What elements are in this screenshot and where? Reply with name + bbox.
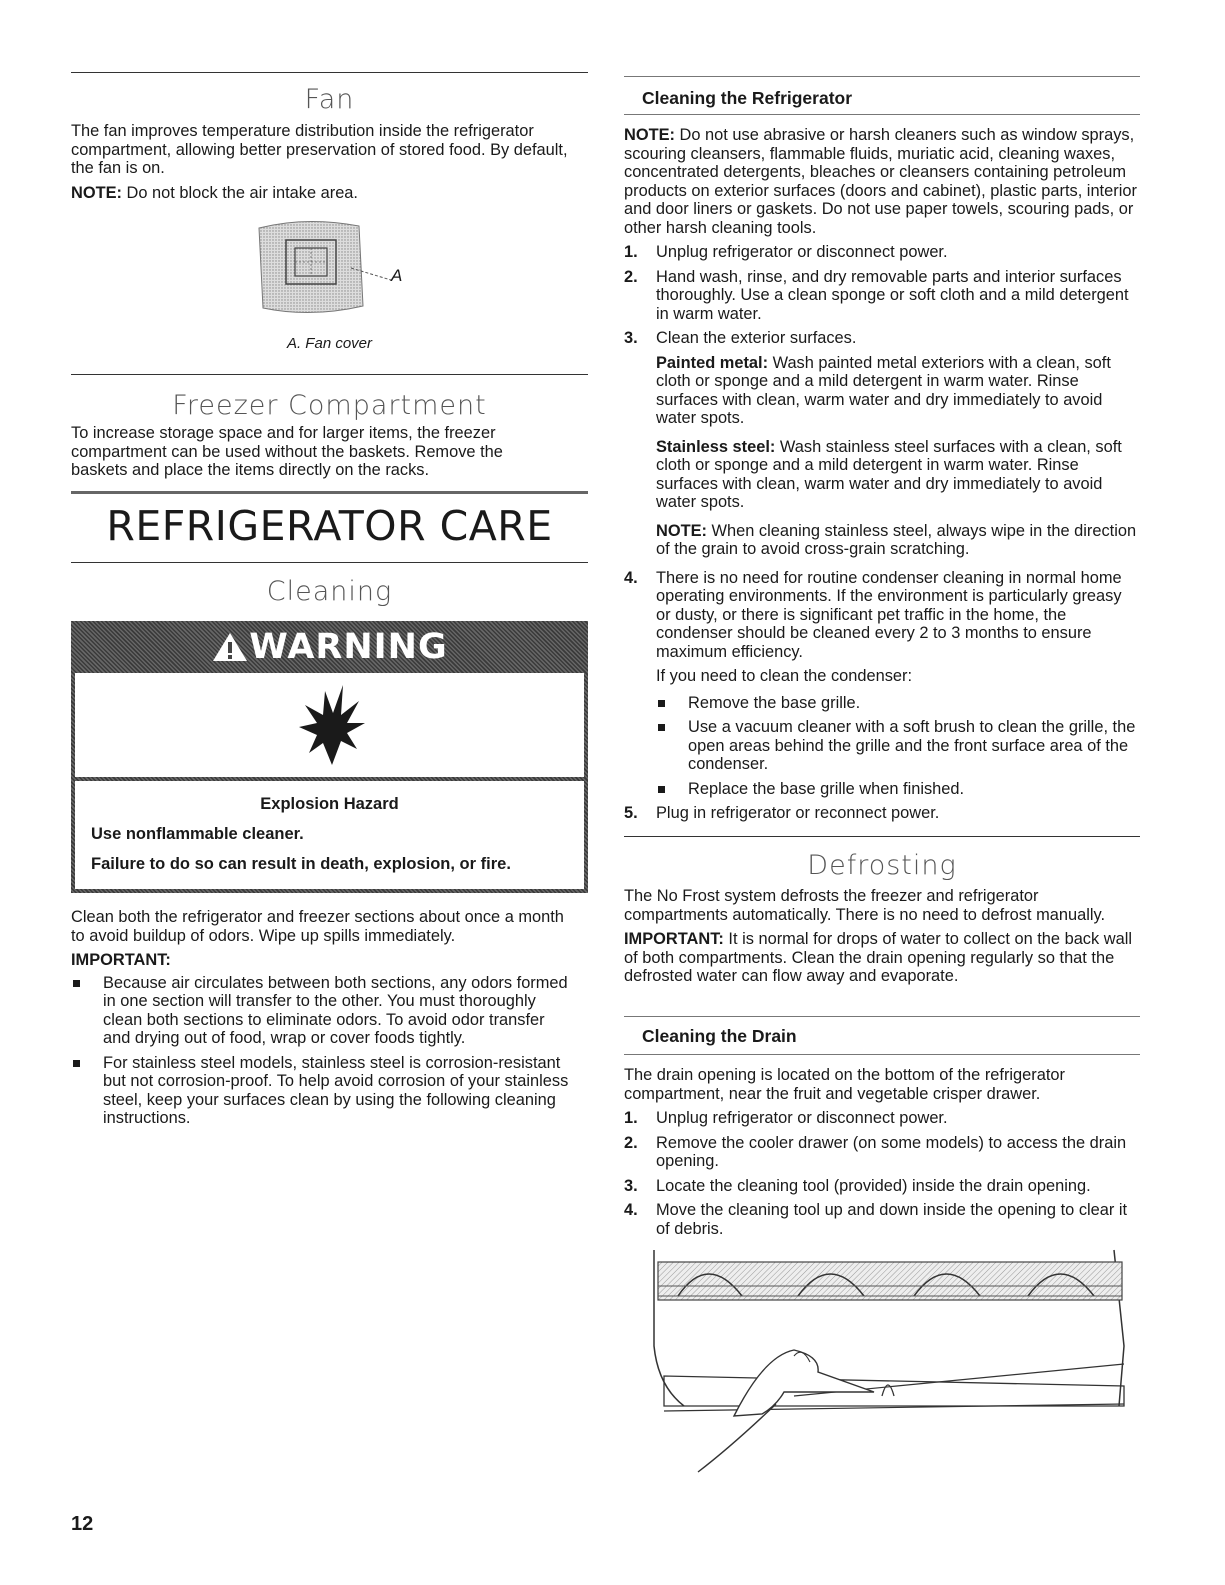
condenser-intro: If you need to clean the condenser: xyxy=(656,667,913,685)
drain-body: The drain opening is located on the bottom of the refrigerator compartment, near the fruit and vegetable crisper drawer. xyxy=(624,1066,1065,1103)
cleaning-fridge-title: Cleaning the Refrigerator xyxy=(642,88,853,108)
list-item: Remove the base grille. xyxy=(656,694,1140,713)
divider xyxy=(624,114,1140,115)
warning-text-panel xyxy=(75,781,584,889)
page-number: 12 xyxy=(71,1513,94,1535)
drain-steps xyxy=(624,1109,1140,1238)
fan-caption: A. Fan cover xyxy=(286,335,373,352)
drain-title: Cleaning the Drain xyxy=(642,1026,797,1046)
list-item: 3. Clean the exterior surfaces. Painted metal: Wash painted metal exteriors with a clean, soft cloth or sponge and a mild detergent in warm water. Rinse surfaces with clean, warm water and dry immediately to avoid water spots. Stainless steel: Wash stainless steel surfaces with a clean, soft cloth or sponge and a mild detergent in warm water. Rinse surfaces with clean, warm water and dry immediately to avoid water spots. NOTE: When cleaning stainless steel, always wipe in the direction of the grain to avoid cross-grain scratching. xyxy=(624,329,1140,559)
divider xyxy=(624,76,1140,77)
cleaning-body: Clean both the refrigerator and freezer sections about once a month to avoid buildup of odors. Wipe up spills immediately. xyxy=(71,908,564,945)
condenser-bullets xyxy=(656,694,1140,799)
drain-cleaning-illustration xyxy=(644,1246,1150,1486)
warning-line2: Failure to do so can result in death, explosion, or fire. xyxy=(91,855,511,873)
cleaning-title: Cleaning xyxy=(266,576,393,607)
divider xyxy=(624,1016,1140,1017)
freezer-title: Freezer Compartment xyxy=(172,390,487,421)
list-item: 5. Plug in refrigerator or reconnect power. xyxy=(624,804,940,822)
divider xyxy=(624,1054,1140,1055)
list-item: 1. Unplug refrigerator or disconnect power. xyxy=(624,1109,948,1127)
warning-hazard: Explosion Hazard xyxy=(260,795,399,813)
list-item: 2. Hand wash, rinse, and dry removable parts and interior surfaces thoroughly. Use a clean sponge or soft cloth and a mild detergent in warm water. xyxy=(624,267,1129,323)
list-item: 1. Unplug refrigerator or disconnect power. xyxy=(624,243,948,261)
warning-banner xyxy=(71,621,588,673)
divider xyxy=(71,72,588,73)
list-item: Use a vacuum cleaner with a soft brush to clean the grille, the open areas behind the grille and the front surface area of the condenser. xyxy=(656,718,1140,774)
warning-symbol-panel xyxy=(75,673,584,777)
list-item: 2. Remove the cooler drawer (on some models) to access the drain opening. xyxy=(624,1133,1127,1170)
list-item: Replace the base grille when finished. xyxy=(656,780,1140,799)
list-item: 4. There is no need for routine condenser cleaning in normal home operating environments. If the environment is particularly greasy or dusty, or there is significant pet traffic in the home, the condenser should be cleaned every 2 to 3 months to ensure maximum efficiency. If you need to clean the condenser: Remove the base grille. Use a vacuum cleaner with a soft brush to clean the grille, the open areas behind the grille and the front surface area of the condenser. Replace the base grille when finished. xyxy=(624,569,1140,799)
warning-label: WARNING xyxy=(249,627,448,667)
fridge-steps xyxy=(624,243,1140,823)
list-item: Because air circulates between both sections, any odors formed in one section will transfer to the other. You must thoroughly clean both sections to eliminate odors. To avoid odor transfer and drying out of food, wrap or cover foods tightly. xyxy=(71,974,571,1048)
list-item: For stainless steel models, stainless steel is corrosion-resistant but not corrosion-proof. To help avoid corrosion of your stainless steel, keep your surfaces clean by using the following cleaning instructions. xyxy=(71,1054,571,1128)
warning-triangle-icon xyxy=(211,631,249,663)
painted-metal-text: Painted metal: Wash painted metal exteriors with a clean, soft cloth or sponge and a mild detergent in warm water. Rinse surfaces with clean, warm water and dry immediately to avoid water spots. xyxy=(656,353,1111,427)
warning-box xyxy=(71,621,588,893)
divider xyxy=(71,562,588,563)
defrosting-important: IMPORTANT: It is normal for drops of water to collect on the back wall of both compartments. Clean the drain opening regularly so that the defrosted water can flow away and evaporate. xyxy=(624,930,1132,985)
freezer-body: To increase storage space and for larger items, the freezer compartment can be used without the baskets. Remove the baskets and place the items directly on the racks. xyxy=(71,424,503,479)
fan-body: The fan improves temperature distribution inside the refrigerator compartment, allowing better preservation of stored food. By default, the fan is on. xyxy=(71,122,568,177)
fan-note: NOTE: Do not block the air intake area. xyxy=(71,183,358,202)
defrosting-body: The No Frost system defrosts the freezer and refrigerator compartments automatically. There is no need to defrost manually. xyxy=(624,887,1106,924)
fan-title: Fan xyxy=(304,84,355,115)
cleaning-bullets xyxy=(71,974,571,1128)
fan-cover-illustration xyxy=(251,218,431,328)
stainless-steel-text: Stainless steel: Wash stainless steel surfaces with a clean, soft cloth or sponge and a mild detergent in warm water. Rinse surfaces with clean, warm water and dry immediately to avoid water spots. xyxy=(656,437,1122,511)
divider xyxy=(624,836,1140,837)
defrosting-title: Defrosting xyxy=(807,850,957,881)
stainless-note: NOTE: When cleaning stainless steel, always wipe in the direction of the grain to avoid cross-grain scratching. xyxy=(656,521,1137,558)
divider xyxy=(71,374,588,375)
explosion-icon xyxy=(297,683,367,769)
list-item: 3. Locate the cleaning tool (provided) inside the drain opening. xyxy=(624,1176,1091,1195)
divider xyxy=(71,491,588,494)
warning-line1: Use nonflammable cleaner. xyxy=(91,825,304,843)
fan-callout: A xyxy=(391,266,403,285)
important-label: IMPORTANT: xyxy=(71,951,171,969)
list-item: 4. Move the cleaning tool up and down inside the opening to clear it of debris. xyxy=(624,1201,1128,1238)
care-title: REFRIGERATOR CARE xyxy=(106,502,553,550)
fridge-note: NOTE: Do not use abrasive or harsh cleaners such as window sprays, scouring cleansers, flammable fluids, muriatic acid, cleaning waxes, concentrated detergents, bleaches or cleansers containing petroleum products on exterior surfaces (doors and cabinet), plastic parts, interior and door liners or gaskets. Do not use paper towels, scouring pads, or other harsh cleaning tools. xyxy=(624,126,1137,237)
